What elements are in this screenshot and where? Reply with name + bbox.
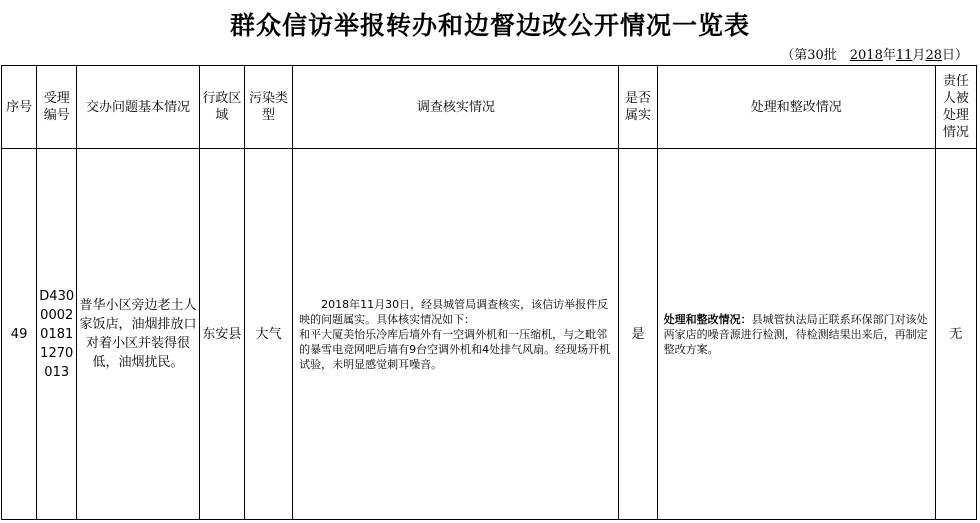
- header-handling: 处理和整改情况: [657, 66, 935, 149]
- page-title: 群众信访举报转办和边督边改公开情况一览表: [229, 11, 750, 40]
- header-pollution: 污染类型: [244, 66, 292, 149]
- header-region: 行政区域: [199, 66, 244, 149]
- header-code: 受理编号: [37, 66, 77, 149]
- handling-label: 处理和整改情况：: [663, 312, 752, 326]
- investigation-paragraph-2: 和平大厦美怡乐冷库后墙外有一空调外机和一压缩机，与之毗邻的暴雪电竞网吧后墙有9台空调外机和4处排气风扇。经现场开机试验，未明显感觉刺耳噪音。: [299, 327, 611, 371]
- table-row: [2, 149, 977, 520]
- month-char: 月: [912, 48, 926, 63]
- batch-label: （第30批: [781, 48, 850, 63]
- header-problem: 交办问题基本情况: [77, 66, 200, 149]
- month-value: 11: [895, 48, 913, 63]
- cell-pollution: 大气: [244, 149, 292, 520]
- complaints-table: [1, 65, 977, 520]
- cell-region: 东安县: [199, 149, 244, 520]
- cell-code: D430000201811270013: [37, 149, 77, 520]
- header-is-true: 是否属实: [619, 66, 657, 149]
- handling-text: 县城管执法局正联系环保部门对该处两家店的噪音源进行检测，待检测结果出来后，再制定整改方案。: [663, 312, 928, 356]
- day-char: 日）: [941, 48, 968, 63]
- cell-handling: [657, 149, 935, 520]
- header-investigation: 调查核实情况: [293, 66, 619, 149]
- year-char: 年: [882, 48, 896, 63]
- year-value: 2018: [849, 48, 883, 63]
- table-header-row: [2, 66, 977, 149]
- batch-date: [781, 44, 968, 63]
- header-accountability: 责任人被处理情况: [935, 66, 976, 149]
- header-seq: 序号: [2, 66, 37, 149]
- cell-investigation: [293, 149, 619, 520]
- cell-accountability: 无: [935, 149, 976, 520]
- day-value: 28: [925, 48, 942, 63]
- investigation-paragraph-1: 2018年11月30日，经县城管局调查核实，该信访举报件反映的问题属实。具体核实情况如下：: [299, 297, 609, 326]
- cell-seq: 49: [2, 149, 37, 520]
- cell-problem: 普华小区旁边老土人家饭店，油烟排放口对着小区并装得很低，油烟扰民。: [77, 149, 200, 520]
- cell-is-true: 是: [619, 149, 657, 520]
